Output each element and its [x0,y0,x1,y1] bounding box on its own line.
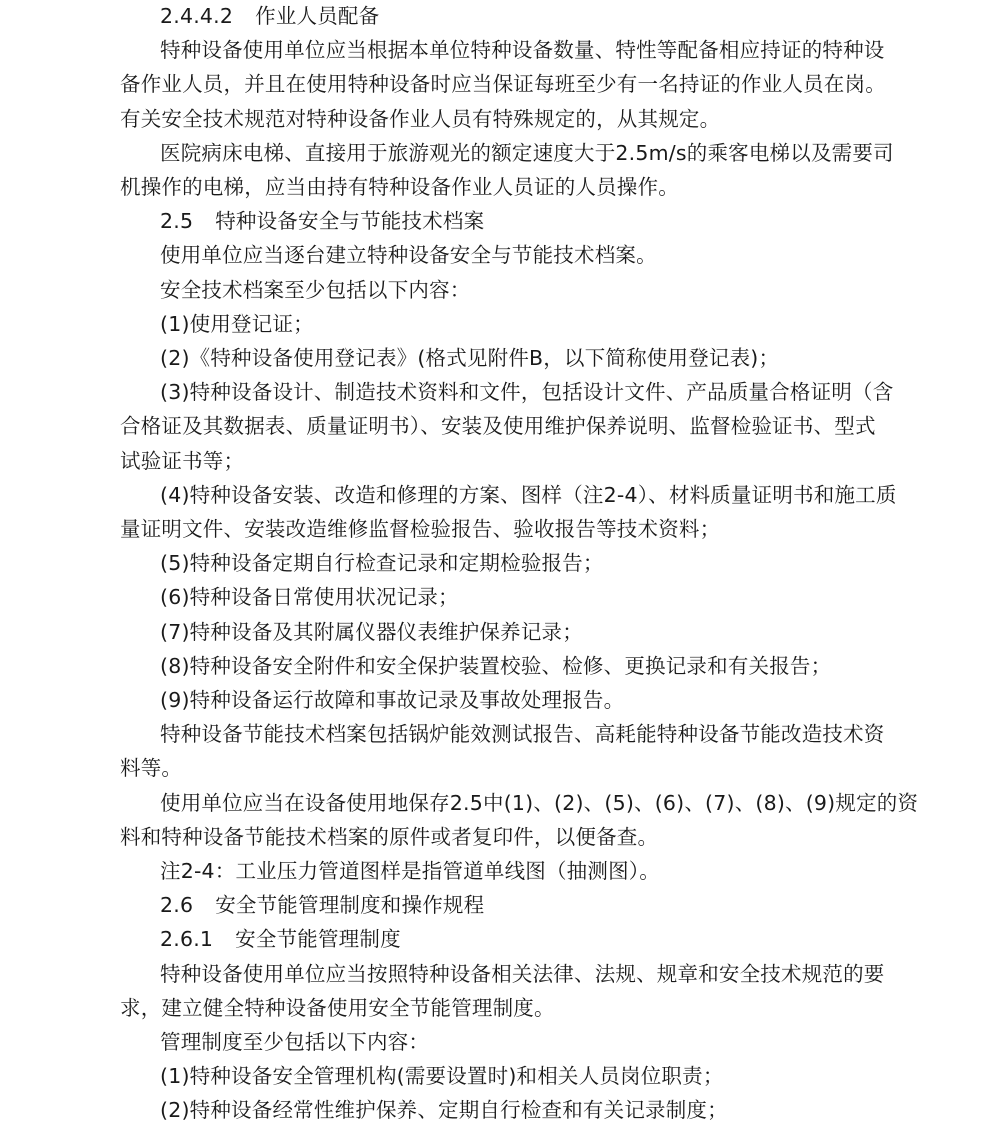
paragraph-line [160,550,604,576]
paragraph-line [120,174,679,200]
section-number: 2.4.4.2 [160,4,234,28]
paragraph-line [120,824,658,850]
paragraph-line [160,1029,429,1055]
section-title: 安全节能管理制度和操作规程 [215,893,485,918]
paragraph-line [160,653,831,679]
section-number: 2.6 [160,893,194,918]
line-text: 使用单位应当在设备使用地保存2.5中(1)、(2)、(5)、(6)、(7)、(8)、(9)规定的资 [160,790,919,815]
line-text: (3)特种设备设计、制造技术资料和文件，包括设计文件、产品质量合格证明（含 [160,380,894,405]
paragraph-line [160,584,459,610]
paragraph-line [120,106,720,132]
paragraph-line [160,858,660,884]
paragraph-line [120,413,876,439]
paragraph-line [160,619,583,645]
paragraph-line [120,995,555,1021]
paragraph-line [160,790,918,816]
paragraph-line [120,516,720,542]
paragraph-line [160,1097,728,1123]
line-text: (8)特种设备安全附件和安全保护装置校验、检修、更换记录和有关报告； [160,653,832,678]
paragraph-line [160,277,471,303]
paragraph-line [160,311,314,337]
line-text: 管理制度至少包括以下内容： [160,1030,430,1054]
line-text: 特种设备节能技术档案包括锅炉能效测试报告、高耗能特种设备节能改造技术资 [160,722,885,747]
section-title: 特种设备安全与节能技术档案 [215,209,485,234]
section-heading [160,892,484,918]
line-text: (1)特种设备安全管理机构(需要设置时)和相关人员岗位职责； [160,1064,724,1089]
line-text: (5)特种设备定期自行检查记录和定期检验报告； [160,551,604,576]
paragraph-line [120,755,182,781]
line-text: 使用单位应当逐台建立特种设备安全与节能技术档案。 [160,243,657,268]
section-heading [160,3,379,29]
paragraph-line [160,345,779,371]
paragraph-line [160,687,624,713]
section-title: 安全节能管理制度 [235,927,401,952]
paragraph-line [160,721,885,747]
line-text: 有关安全技术规范对特种设备作业人员有特殊规定的，从其规定。 [120,106,721,131]
line-text: 试验证书等； [120,448,245,473]
line-text: (7)特种设备及其附属仪器仪表维护保养记录； [160,619,583,644]
line-text: 安全技术档案至少包括以下内容： [160,277,471,302]
line-text: 特种设备使用单位应当根据本单位特种设备数量、特性等配备相应持证的特种设 [160,38,885,63]
paragraph-line [160,1063,724,1089]
paragraph-line [160,242,657,268]
paragraph-line [120,71,886,97]
line-text: 机操作的电梯，应当由持有特种设备作业人员证的人员操作。 [120,175,679,199]
line-text: 特种设备使用单位应当按照特种设备相关法律、法规、规章和安全技术规范的要 [160,961,885,986]
section-number: 2.6.1 [160,927,214,952]
section-heading [160,208,484,234]
line-text: (6)特种设备日常使用状况记录； [160,585,459,610]
line-text: (2)《特种设备使用登记表》(格式见附件B，以下简称使用登记表)； [160,346,780,370]
section-number: 2.5 [160,209,194,234]
paragraph-line [160,482,897,508]
line-text: (2)特种设备经常性维护保养、定期自行检查和有关记录制度； [160,1098,728,1123]
line-text: 料和特种设备节能技术档案的原件或者复印件，以便备查。 [120,824,659,849]
line-text: 量证明文件、安装改造维修监督检验报告、验收报告等技术资料； [120,517,721,541]
paragraph-line [160,961,885,987]
line-text: 备作业人员，并且在使用特种设备时应当保证每班至少有一名持证的作业人员在岗。 [120,72,886,97]
section-title: 作业人员配备 [255,4,380,28]
paragraph-line [160,379,893,405]
paragraph-line [160,37,885,63]
section-heading [160,926,401,952]
line-text: 合格证及其数据表、质量证明书）、安装及使用维护保养说明、监督检验证书、型式 [120,414,876,439]
line-text: 求，建立健全特种设备使用安全节能管理制度。 [120,995,555,1020]
paragraph-line [120,448,244,474]
line-text: 医院病床电梯、直接用于旅游观光的额定速度大于2.5m/s的乘客电梯以及需要司 [160,140,894,165]
line-text: 注2-4：工业压力管道图样是指管道单线图（抽测图）。 [160,859,660,883]
line-text: (1)使用登记证； [160,311,314,336]
paragraph-line [160,140,894,166]
line-text: (9)特种设备运行故障和事故记录及事故处理报告。 [160,688,625,712]
line-text: (4)特种设备安装、改造和修理的方案、图样（注2-4）、材料质量证明书和施工质 [160,482,897,507]
line-text: 料等。 [120,756,183,781]
